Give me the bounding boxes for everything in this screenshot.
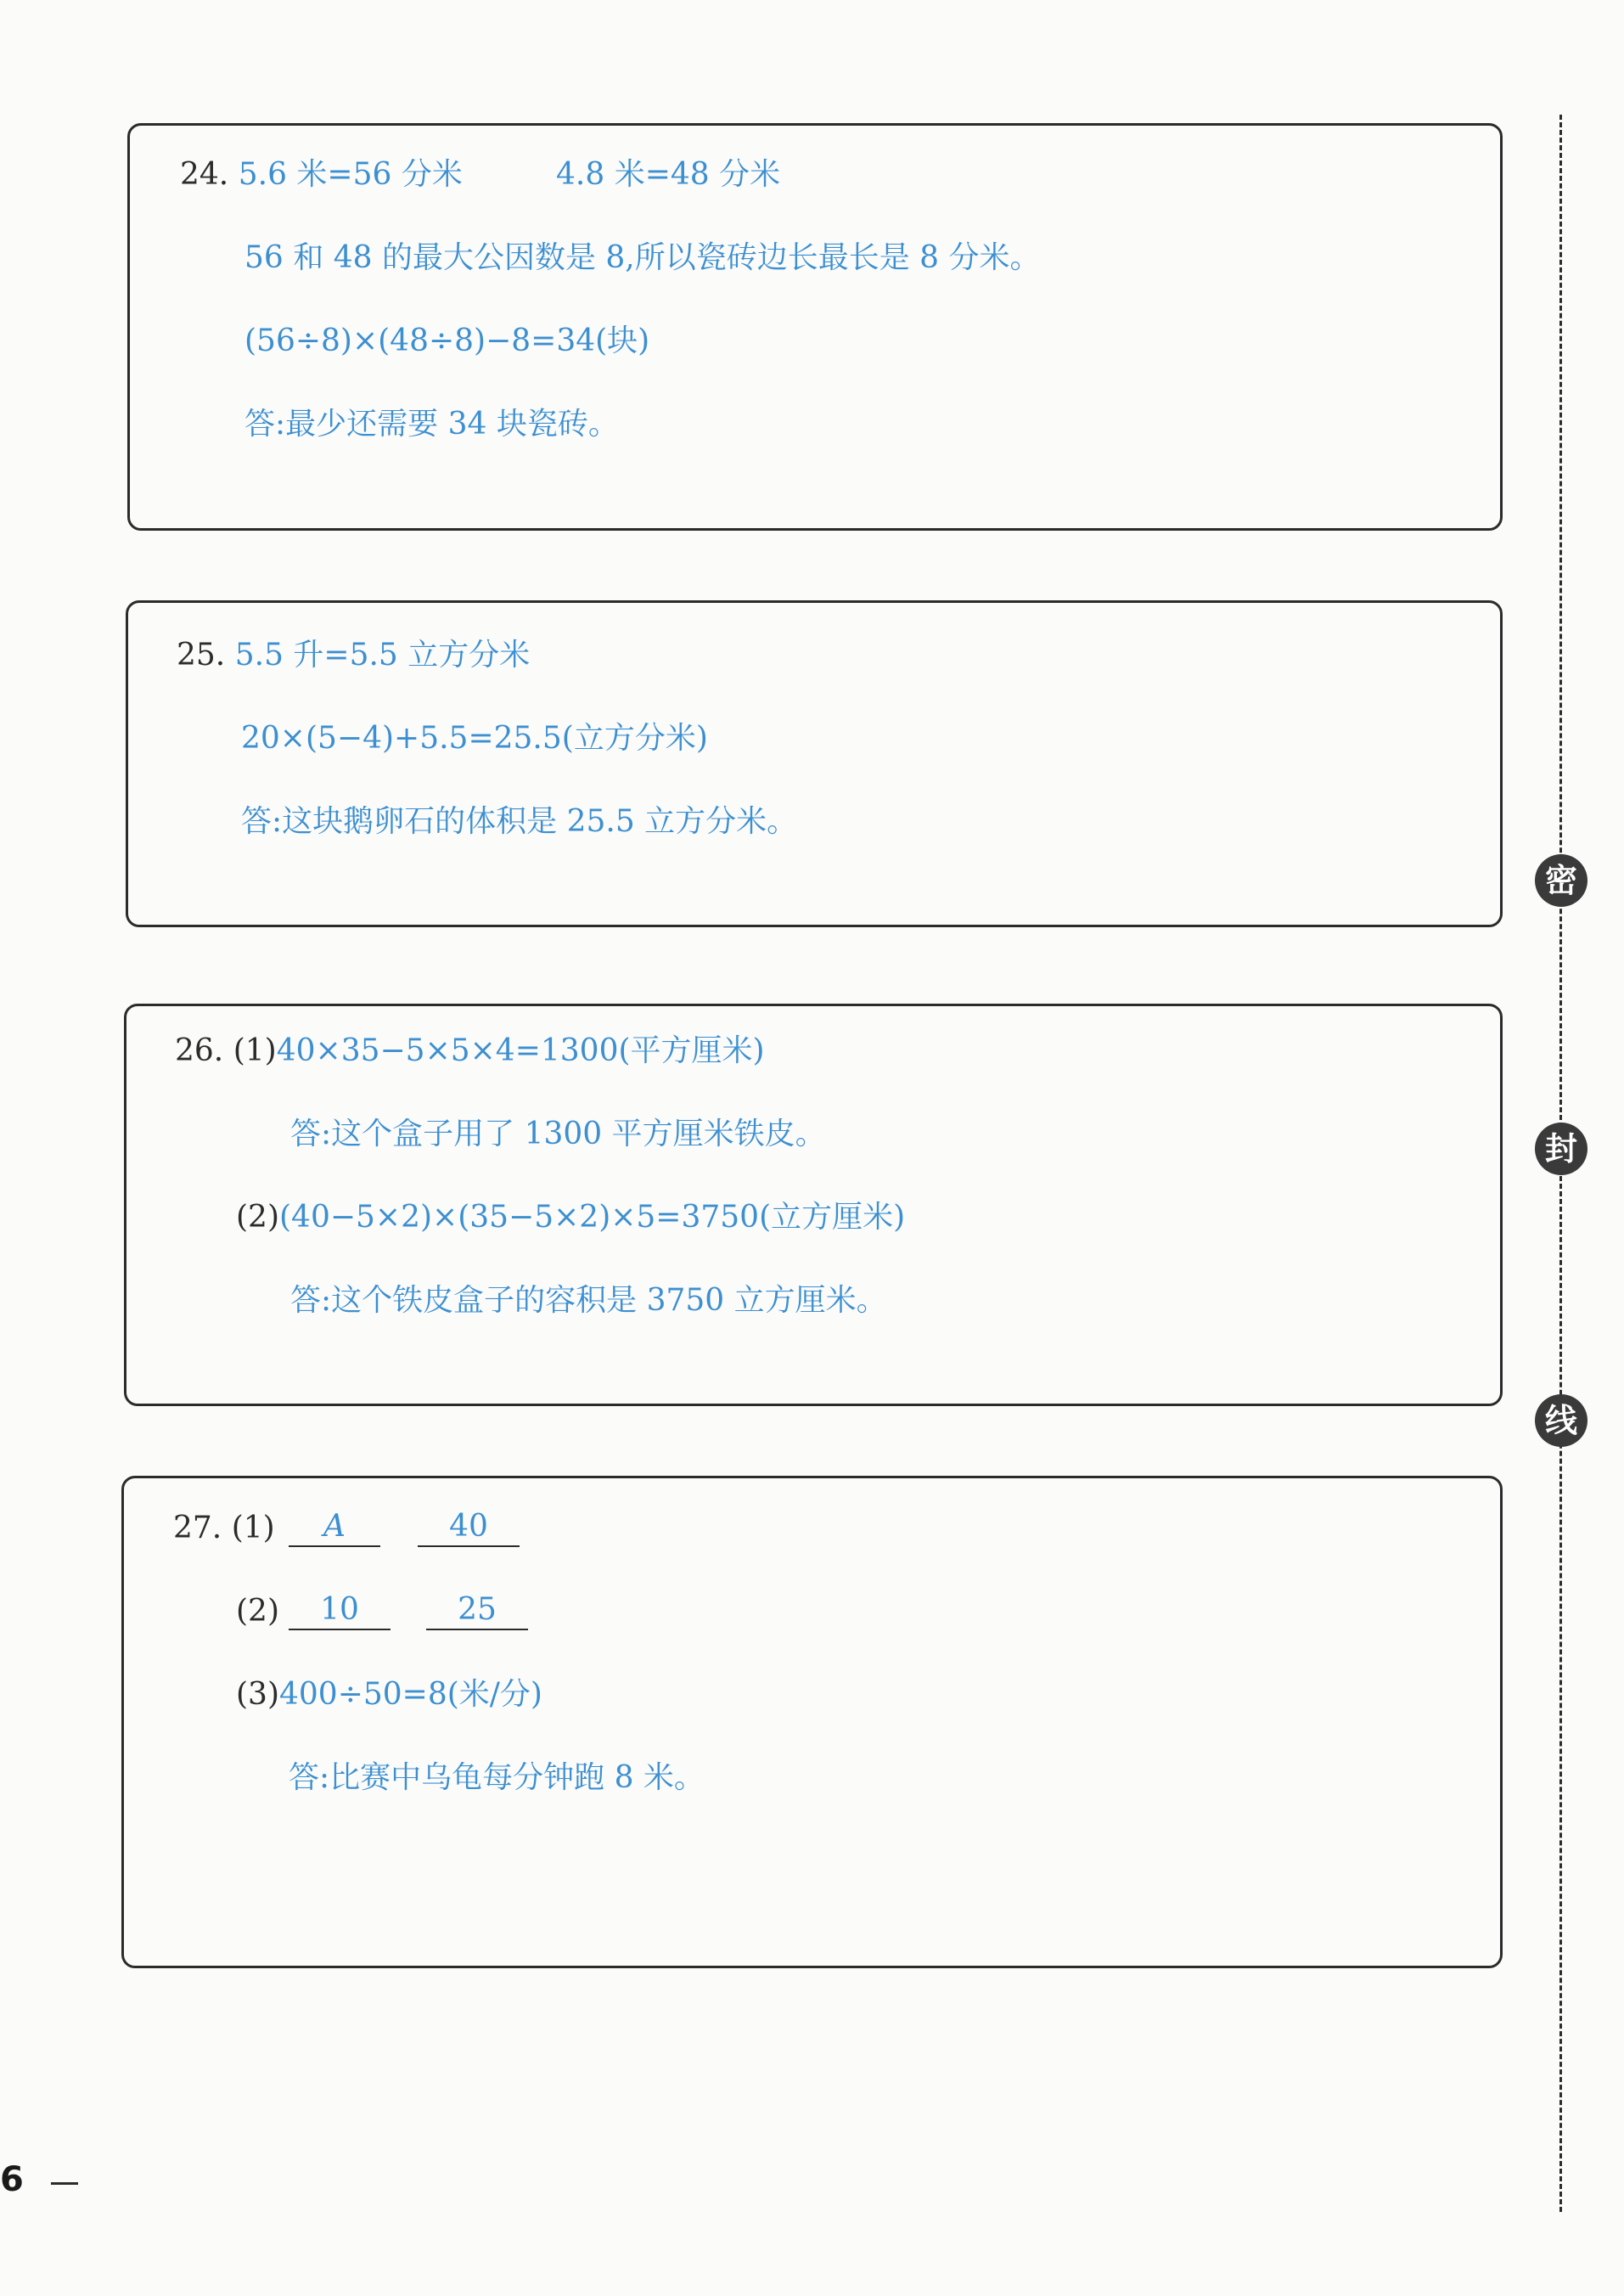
seal-mark-mi: 密: [1535, 854, 1587, 907]
q27-part2-label: (2): [236, 1594, 279, 1629]
q25-conversion: 5.5 升=5.5 立方分米: [234, 638, 531, 672]
q27-number: 27.: [173, 1511, 222, 1545]
q24-number: 24.: [180, 157, 229, 192]
q24-line-3: (56÷8)×(48÷8)−8=34(块): [244, 324, 650, 358]
q27-line-3: [236, 1676, 542, 1714]
q26-part1-label: (1): [233, 1033, 277, 1068]
q24-line-1: [180, 156, 463, 194]
q26-part2-answer: 答:这个铁皮盒子的容积是 3750 立方厘米。: [290, 1283, 887, 1318]
q26-part1-expr: 40×35−5×5×4=1300(平方厘米): [276, 1033, 765, 1068]
answer-box-27: [121, 1476, 1503, 1968]
q27-line-1: [173, 1510, 275, 1547]
q26-part2-label: (2): [236, 1200, 279, 1235]
q27-part1-blank-2: 40: [418, 1508, 520, 1547]
q24-answer: 答:最少还需要 34 块瓷砖。: [244, 407, 619, 442]
seal-mark-feng: 封: [1535, 1123, 1587, 1175]
q27-part3-answer: 答:比赛中乌龟每分钟跑 8 米。: [289, 1760, 705, 1795]
q26-line-1: [175, 1033, 765, 1070]
q25-number: 25.: [177, 638, 226, 672]
q24-conversion-b: 4.8 米=48 分米: [556, 157, 781, 192]
q27-part2-blank-2: 25: [426, 1591, 528, 1630]
q26-number: 26.: [175, 1033, 224, 1068]
q26-part1-answer: 答:这个盒子用了 1300 平方厘米铁皮。: [290, 1117, 826, 1151]
page-number-dash: [51, 2182, 78, 2185]
q27-part3-expr: 400÷50=8(米/分): [279, 1677, 542, 1712]
q27-part3-label: (3): [236, 1677, 279, 1712]
q25-answer: 答:这块鹅卵石的体积是 25.5 立方分米。: [241, 804, 798, 839]
q25-line-2: 20×(5−4)+5.5=25.5(立方分米): [241, 721, 708, 756]
q26-line-3: [236, 1199, 905, 1236]
q27-part1-blank-1: A: [289, 1508, 380, 1547]
q26-part2-expr: (40−5×2)×(35−5×2)×5=3750(立方厘米): [279, 1200, 906, 1235]
q24-conversion-a: 5.6 米=56 分米: [238, 157, 463, 192]
q24-line-2: 56 和 48 的最大公因数是 8,所以瓷砖边长最长是 8 分米。: [244, 240, 1041, 275]
page-number: 6: [0, 2160, 24, 2199]
seal-mark-xian: 线: [1535, 1394, 1587, 1447]
q27-part2-blank-1: 10: [289, 1591, 391, 1630]
q27-part1-label: (1): [231, 1511, 275, 1545]
q25-line-1: [177, 637, 530, 674]
